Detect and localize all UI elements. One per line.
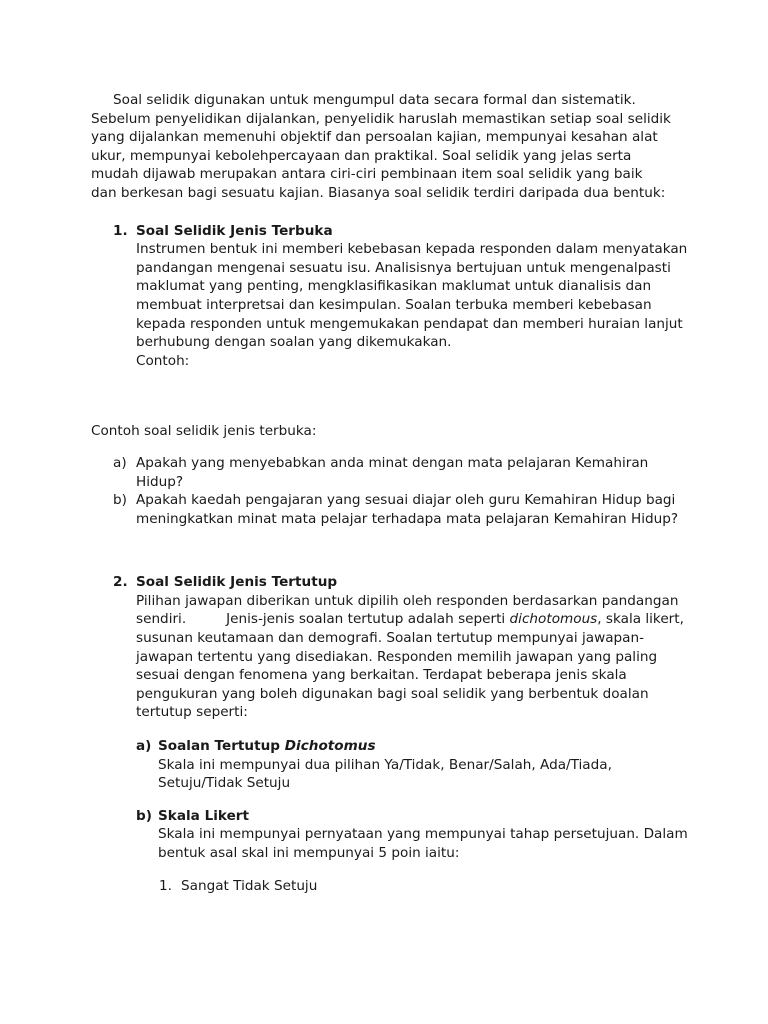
subsection-a-body: Skala ini mempunyai dua pilihan Ya/Tidak, Benar/Salah, Ada/Tiada, Setuju/Tidak Setuju: [158, 756, 612, 792]
example-item-a-label: a): [113, 454, 127, 471]
section-1-heading: Soal Selidik Jenis Terbuka: [136, 222, 333, 239]
section-2-heading: Soal Selidik Jenis Tertutup: [136, 574, 338, 591]
subsection-b: [91, 807, 691, 863]
subsection-a-heading-italic: Dichotomus: [284, 738, 376, 755]
section-1-number: 1.: [113, 222, 128, 239]
section-2: [91, 573, 691, 722]
example-item-b: [91, 491, 691, 528]
subsection-b-body: Skala ini mempunyai pernyataan yang mempunyai tahap persetujuan. Dalam bentuk asal skal ini mempunyai 5 poin iaitu:: [158, 826, 688, 861]
example-item-a-text: Apakah yang menyebabkan anda minat dengan mata pelajaran Kemahiran Hidup?: [136, 454, 649, 490]
section-1-contoh: Contoh:: [136, 352, 190, 369]
section-2-body-part2: Jenis-jenis soalan tertutup adalah seperti: [226, 611, 506, 628]
section-2-body: [136, 592, 691, 722]
example-intro: Contoh soal selidik jenis terbuka:: [91, 423, 317, 440]
section-2-body-part3: , skala likert, susunan keutamaan dan demografi. Soalan tertutup mempunyai jawapan-jawapan tertentu yang disediakan. Responden memilih jawapan yang paling sesuai dengan fenomena yang berkaitan. Terdapat beberapa jenis skala pengukuran yang boleh digunakan bagi soal selidik yang berbentuk doalan tertutup seperti:: [136, 611, 684, 721]
document-page: [91, 91, 691, 895]
likert-item-1-text: Sangat Tidak Setuju: [181, 877, 318, 894]
subsection-a-label: a): [136, 738, 152, 755]
subsection-a-heading: [158, 737, 691, 756]
subsection-b-heading: Skala Likert: [158, 807, 249, 824]
section-2-body-italic: dichotomous: [509, 611, 598, 628]
example-item-b-label: b): [113, 492, 127, 509]
subsection-b-label: b): [136, 807, 152, 824]
section-2-number: 2.: [113, 574, 128, 591]
example-item-a: [91, 454, 691, 491]
likert-item-1-label: 1.: [159, 877, 172, 894]
section-2-body-part1: Pilihan jawapan diberikan untuk dipilih oleh responden berdasarkan pandangan sendiri.: [136, 592, 679, 628]
likert-item-1: [91, 877, 691, 896]
section-1: [91, 222, 691, 371]
intro-paragraph: Soal selidik digunakan untuk mengumpul data secara formal dan sistematik. Sebelum penyelidikan dijalankan, penyelidik haruslah memastikan setiap soal selidik yang dijalankan memenuhi objektif dan persoalan kajian, mempunyai kesahan alat ukur, mempunyai kebolehpercayaan dan praktikal. Soal selidik yang jelas serta mudah dijawab merupakan antara ciri-ciri pembinaan item soal selidik yang baik dan berkesan bagi sesuatu kajian. Biasanya soal selidik terdiri daripada dua bentuk:: [91, 92, 671, 201]
example-item-b-text: Apakah kaedah pengajaran yang sesuai diajar oleh guru Kemahiran Hidup bagi meningkatkan minat mata pelajar terhadapa mata pelajaran Kemahiran Hidup?: [136, 492, 679, 527]
subsection-a-heading-text: Soalan Tertutup: [158, 738, 281, 755]
section-1-body: Instrumen bentuk ini memberi kebebasan kepada responden dalam menyatakan pandangan mengenai sesuatu isu. Analisisnya bertujuan untuk mengenalpasti maklumat yang penting, mengklasifikasikan maklumat untuk dianalisis dan membuat interpretsai dan kesimpulan. Soalan terbuka memberi kebebasan kepada responden untuk mengemukakan pendapat dan memberi huraian lanjut berhubung dengan soalan yang dikemukakan.: [136, 241, 688, 351]
example-list: [91, 454, 691, 528]
subsection-a: [91, 737, 691, 793]
